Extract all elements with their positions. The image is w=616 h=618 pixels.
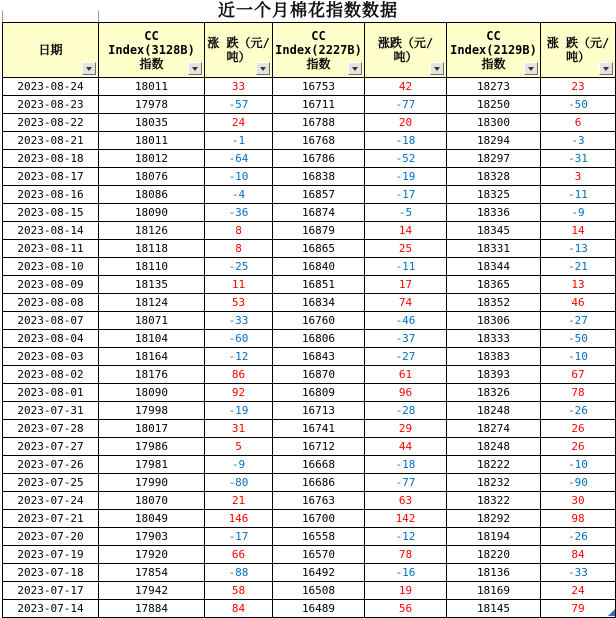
table-row — [3, 456, 616, 474]
cell-change2227b: -28 — [365, 402, 447, 420]
cell-change3128b: -57 — [205, 96, 273, 114]
cell-cc2129b: 18248 — [447, 402, 541, 420]
table-row — [3, 510, 616, 528]
cell-cc2227b: 16700 — [273, 510, 365, 528]
table-row — [3, 366, 616, 384]
cell-change2227b: -52 — [365, 150, 447, 168]
cell-change2227b: 44 — [365, 438, 447, 456]
cell-change3128b: 8 — [205, 240, 273, 258]
cell-cc3128b: 18126 — [99, 222, 205, 240]
cell-date: 2023-08-14 — [3, 222, 99, 240]
filter-dropdown-button-cc3128b[interactable] — [188, 62, 202, 75]
cell-cc2227b: 16870 — [273, 366, 365, 384]
cell-change2227b: -18 — [365, 132, 447, 150]
cell-change2227b: 20 — [365, 114, 447, 132]
chevron-down-icon — [260, 67, 266, 71]
cell-change3128b: 92 — [205, 384, 273, 402]
cell-cc3128b: 18071 — [99, 312, 205, 330]
cell-change3128b: 146 — [205, 510, 273, 528]
cell-cc2227b: 16838 — [273, 168, 365, 186]
cell-date: 2023-07-19 — [3, 546, 99, 564]
column-header-label: 日期 — [38, 43, 63, 57]
cell-cc2129b: 18365 — [447, 276, 541, 294]
column-header-cc3128b — [99, 23, 205, 78]
column-header-cc2129b — [447, 23, 541, 78]
cell-change2129b: 3 — [541, 168, 616, 186]
cell-change3128b: 8 — [205, 222, 273, 240]
cell-date: 2023-07-25 — [3, 474, 99, 492]
cell-cc2227b: 16857 — [273, 186, 365, 204]
cell-change2129b: 23 — [541, 78, 616, 96]
cell-change2227b: -77 — [365, 96, 447, 114]
column-header-label: 涨跌（元/ 吨） — [377, 36, 434, 64]
table-row — [3, 330, 616, 348]
cell-date: 2023-07-14 — [3, 600, 99, 618]
cell-date: 2023-08-08 — [3, 294, 99, 312]
chevron-down-icon — [434, 67, 440, 71]
cell-cc2129b: 18336 — [447, 204, 541, 222]
cell-cc3128b: 18135 — [99, 276, 205, 294]
cell-change2227b: 96 — [365, 384, 447, 402]
cell-cc2227b: 16806 — [273, 330, 365, 348]
cell-change2129b: -10 — [541, 456, 616, 474]
cell-change2129b: 67 — [541, 366, 616, 384]
cell-change2129b: -3 — [541, 132, 616, 150]
cell-date: 2023-07-18 — [3, 564, 99, 582]
cell-date: 2023-08-18 — [3, 150, 99, 168]
cell-cc3128b: 18017 — [99, 420, 205, 438]
cell-change2129b: 24 — [541, 582, 616, 600]
table-row — [3, 348, 616, 366]
cell-change2227b: 17 — [365, 276, 447, 294]
cotton-index-table — [2, 22, 616, 618]
cell-date: 2023-08-21 — [3, 132, 99, 150]
cell-change2129b: -21 — [541, 258, 616, 276]
cell-cc2227b: 16570 — [273, 546, 365, 564]
cell-cc2227b: 16558 — [273, 528, 365, 546]
cell-change2227b: 19 — [365, 582, 447, 600]
cell-date: 2023-08-02 — [3, 366, 99, 384]
cell-cc3128b: 17978 — [99, 96, 205, 114]
table-row — [3, 600, 616, 618]
table-row — [3, 474, 616, 492]
cell-cc3128b: 17920 — [99, 546, 205, 564]
cell-cc2129b: 18220 — [447, 546, 541, 564]
chevron-down-icon — [192, 67, 198, 71]
cell-date: 2023-08-17 — [3, 168, 99, 186]
cell-date: 2023-08-11 — [3, 240, 99, 258]
table-body — [3, 78, 616, 618]
filter-dropdown-button-change2227b[interactable] — [430, 62, 444, 75]
cell-cc2129b: 18297 — [447, 150, 541, 168]
chevron-down-icon — [603, 67, 609, 71]
cell-change2227b: 142 — [365, 510, 447, 528]
cell-change2227b: 42 — [365, 78, 447, 96]
cell-change2227b: 14 — [365, 222, 447, 240]
cell-change2129b: -90 — [541, 474, 616, 492]
cell-change2129b: 78 — [541, 384, 616, 402]
cell-change3128b: -36 — [205, 204, 273, 222]
table-row — [3, 438, 616, 456]
cell-cc2129b: 18352 — [447, 294, 541, 312]
cell-change2227b: 78 — [365, 546, 447, 564]
cell-cc2129b: 18194 — [447, 528, 541, 546]
cell-change3128b: 33 — [205, 78, 273, 96]
cell-change2129b: 98 — [541, 510, 616, 528]
cell-cc2227b: 16809 — [273, 384, 365, 402]
table-row — [3, 150, 616, 168]
cell-change2129b: 13 — [541, 276, 616, 294]
cell-cc3128b: 18070 — [99, 492, 205, 510]
column-header-label: CC Index(3128B) 指数 — [108, 29, 195, 71]
table-row — [3, 294, 616, 312]
cell-change3128b: 58 — [205, 582, 273, 600]
cell-change3128b: 84 — [205, 600, 273, 618]
header-row — [3, 23, 616, 78]
table-row — [3, 384, 616, 402]
filter-dropdown-button-date[interactable] — [82, 62, 96, 75]
cell-change2129b: -13 — [541, 240, 616, 258]
filter-dropdown-button-change2129b[interactable] — [599, 62, 613, 75]
cell-cc2129b: 18331 — [447, 240, 541, 258]
cell-date: 2023-08-15 — [3, 204, 99, 222]
cell-cc3128b: 18049 — [99, 510, 205, 528]
table-row — [3, 132, 616, 150]
cell-change3128b: -64 — [205, 150, 273, 168]
cell-cc3128b: 18011 — [99, 132, 205, 150]
column-header-change3128b — [205, 23, 273, 78]
table-row — [3, 420, 616, 438]
table-row — [3, 582, 616, 600]
cell-cc2227b: 16851 — [273, 276, 365, 294]
cell-cc3128b: 17986 — [99, 438, 205, 456]
cell-date: 2023-08-16 — [3, 186, 99, 204]
cell-cc2129b: 18344 — [447, 258, 541, 276]
cell-change2129b: -26 — [541, 528, 616, 546]
cell-cc2129b: 18273 — [447, 78, 541, 96]
cell-cc2227b: 16686 — [273, 474, 365, 492]
cell-cc2227b: 16741 — [273, 420, 365, 438]
cell-cc3128b: 18124 — [99, 294, 205, 312]
filter-dropdown-button-change3128b[interactable] — [256, 62, 270, 75]
cell-change2227b: -27 — [365, 348, 447, 366]
cell-date: 2023-08-01 — [3, 384, 99, 402]
cell-change2227b: -19 — [365, 168, 447, 186]
column-header-label: CC Index(2129B) 指数 — [450, 29, 537, 71]
cell-change3128b: -25 — [205, 258, 273, 276]
cell-change2227b: 56 — [365, 600, 447, 618]
cell-cc2129b: 18232 — [447, 474, 541, 492]
cell-cc3128b: 18176 — [99, 366, 205, 384]
cell-change3128b: 11 — [205, 276, 273, 294]
cell-cc2227b: 16712 — [273, 438, 365, 456]
cell-cc2227b: 16843 — [273, 348, 365, 366]
cell-cc3128b: 18110 — [99, 258, 205, 276]
cell-change2227b: -12 — [365, 528, 447, 546]
column-header-date — [3, 23, 99, 78]
cell-cc2129b: 18325 — [447, 186, 541, 204]
cell-change2227b: 63 — [365, 492, 447, 510]
cell-cc3128b: 18086 — [99, 186, 205, 204]
cell-cc2227b: 16489 — [273, 600, 365, 618]
cell-date: 2023-08-24 — [3, 78, 99, 96]
cell-cc2129b: 18326 — [447, 384, 541, 402]
cell-change3128b: -33 — [205, 312, 273, 330]
table-row — [3, 528, 616, 546]
table-row — [3, 114, 616, 132]
cell-change2227b: 61 — [365, 366, 447, 384]
cell-change2129b: -31 — [541, 150, 616, 168]
cell-change2129b: 79 — [541, 600, 616, 618]
cell-cc3128b: 18104 — [99, 330, 205, 348]
cell-cc2129b: 18345 — [447, 222, 541, 240]
chevron-down-icon — [86, 67, 92, 71]
cell-cc2227b: 16760 — [273, 312, 365, 330]
cell-change3128b: -17 — [205, 528, 273, 546]
cell-date: 2023-08-07 — [3, 312, 99, 330]
cell-cc2227b: 16768 — [273, 132, 365, 150]
cell-cc3128b: 18118 — [99, 240, 205, 258]
range-corner-marker — [608, 609, 615, 616]
table-row — [3, 276, 616, 294]
cell-change2227b: -77 — [365, 474, 447, 492]
cell-change2129b: -9 — [541, 204, 616, 222]
cell-cc2129b: 18300 — [447, 114, 541, 132]
cell-change2227b: 25 — [365, 240, 447, 258]
cell-cc3128b: 17884 — [99, 600, 205, 618]
cell-cc2129b: 18322 — [447, 492, 541, 510]
cell-date: 2023-07-20 — [3, 528, 99, 546]
title-bar — [0, 0, 616, 22]
cell-cc2129b: 18274 — [447, 420, 541, 438]
cell-date: 2023-08-10 — [3, 258, 99, 276]
cell-cc2129b: 18222 — [447, 456, 541, 474]
column-header-change2227b — [365, 23, 447, 78]
table-row — [3, 78, 616, 96]
cell-change2227b: -16 — [365, 564, 447, 582]
cell-cc2227b: 16786 — [273, 150, 365, 168]
cell-cc2227b: 16874 — [273, 204, 365, 222]
cell-date: 2023-08-22 — [3, 114, 99, 132]
cell-change2129b: -33 — [541, 564, 616, 582]
cell-cc2129b: 18393 — [447, 366, 541, 384]
cell-change3128b: 21 — [205, 492, 273, 510]
column-header-cc2227b — [273, 23, 365, 78]
cell-cc3128b: 18164 — [99, 348, 205, 366]
cell-change2227b: 74 — [365, 294, 447, 312]
cell-cc3128b: 17854 — [99, 564, 205, 582]
cell-change3128b: 86 — [205, 366, 273, 384]
table-row — [3, 312, 616, 330]
cell-date: 2023-07-27 — [3, 438, 99, 456]
cell-change2227b: -37 — [365, 330, 447, 348]
cell-change3128b: -88 — [205, 564, 273, 582]
cell-change3128b: -80 — [205, 474, 273, 492]
table-row — [3, 492, 616, 510]
cell-cc2129b: 18383 — [447, 348, 541, 366]
cell-change3128b: -60 — [205, 330, 273, 348]
cell-cc2129b: 18328 — [447, 168, 541, 186]
cell-cc3128b: 18011 — [99, 78, 205, 96]
page-title: 近一个月棉花指数数据 — [218, 1, 398, 21]
cell-cc3128b: 18076 — [99, 168, 205, 186]
column-header-label: CC Index(2227B) 指数 — [275, 29, 362, 71]
table-row — [3, 564, 616, 582]
cell-change3128b: -19 — [205, 402, 273, 420]
cell-date: 2023-08-23 — [3, 96, 99, 114]
cell-change2227b: -46 — [365, 312, 447, 330]
cell-cc2129b: 18250 — [447, 96, 541, 114]
cell-cc2129b: 18294 — [447, 132, 541, 150]
filter-dropdown-button-cc2227b[interactable] — [348, 62, 362, 75]
cell-date: 2023-07-28 — [3, 420, 99, 438]
cell-cc3128b: 17981 — [99, 456, 205, 474]
cell-change2129b: -27 — [541, 312, 616, 330]
cell-change2129b: 84 — [541, 546, 616, 564]
gridline-stub — [98, 11, 99, 22]
cell-change3128b: -12 — [205, 348, 273, 366]
cell-cc3128b: 17903 — [99, 528, 205, 546]
table-row — [3, 222, 616, 240]
cell-date: 2023-07-17 — [3, 582, 99, 600]
cell-change2227b: -11 — [365, 258, 447, 276]
cell-change2129b: 26 — [541, 420, 616, 438]
table-row — [3, 546, 616, 564]
chevron-down-icon — [528, 67, 534, 71]
cell-change2129b: 30 — [541, 492, 616, 510]
cell-cc2227b: 16879 — [273, 222, 365, 240]
cell-cc2129b: 18292 — [447, 510, 541, 528]
cell-change2227b: -17 — [365, 186, 447, 204]
cell-change2129b: -10 — [541, 348, 616, 366]
table-header — [3, 23, 616, 78]
cell-change2129b: 46 — [541, 294, 616, 312]
cell-change2227b: -5 — [365, 204, 447, 222]
cell-change2129b: -26 — [541, 402, 616, 420]
table-row — [3, 186, 616, 204]
column-header-label: 涨 跌（元/ 吨） — [546, 36, 610, 64]
cell-change2129b: 26 — [541, 438, 616, 456]
cell-cc2227b: 16713 — [273, 402, 365, 420]
cell-cc3128b: 18090 — [99, 204, 205, 222]
cell-change2129b: -50 — [541, 330, 616, 348]
cell-date: 2023-08-09 — [3, 276, 99, 294]
cell-change3128b: -9 — [205, 456, 273, 474]
cell-cc2129b: 18248 — [447, 438, 541, 456]
cell-date: 2023-08-03 — [3, 348, 99, 366]
cell-change3128b: -10 — [205, 168, 273, 186]
cell-change2129b: -11 — [541, 186, 616, 204]
cell-cc3128b: 18035 — [99, 114, 205, 132]
cell-cc3128b: 17942 — [99, 582, 205, 600]
cell-cc2227b: 16668 — [273, 456, 365, 474]
cell-change3128b: 5 — [205, 438, 273, 456]
cell-cc2227b: 16711 — [273, 96, 365, 114]
cell-change2227b: 29 — [365, 420, 447, 438]
cell-change3128b: 24 — [205, 114, 273, 132]
cell-cc2129b: 18333 — [447, 330, 541, 348]
cell-cc3128b: 17990 — [99, 474, 205, 492]
column-header-label: 涨 跌（元/ 吨） — [207, 36, 270, 64]
gridline-stub — [2, 11, 3, 22]
cell-cc2129b: 18169 — [447, 582, 541, 600]
cell-date: 2023-07-21 — [3, 510, 99, 528]
table-row — [3, 258, 616, 276]
cell-cc3128b: 17998 — [99, 402, 205, 420]
cell-date: 2023-08-04 — [3, 330, 99, 348]
cell-change2227b: -18 — [365, 456, 447, 474]
cell-cc3128b: 18012 — [99, 150, 205, 168]
cell-change3128b: 31 — [205, 420, 273, 438]
cell-date: 2023-07-24 — [3, 492, 99, 510]
chevron-down-icon — [352, 67, 358, 71]
cell-date: 2023-07-31 — [3, 402, 99, 420]
column-header-change2129b — [541, 23, 616, 78]
cell-cc3128b: 18090 — [99, 384, 205, 402]
cell-cc2227b: 16834 — [273, 294, 365, 312]
cell-date: 2023-07-26 — [3, 456, 99, 474]
filter-dropdown-button-cc2129b[interactable] — [524, 62, 538, 75]
cell-cc2227b: 16763 — [273, 492, 365, 510]
cell-cc2129b: 18145 — [447, 600, 541, 618]
table-row — [3, 96, 616, 114]
cell-change2129b: 6 — [541, 114, 616, 132]
table-row — [3, 240, 616, 258]
cell-cc2227b: 16865 — [273, 240, 365, 258]
table-row — [3, 168, 616, 186]
cell-cc2227b: 16753 — [273, 78, 365, 96]
cell-cc2227b: 16788 — [273, 114, 365, 132]
table-row — [3, 204, 616, 222]
cell-cc2227b: 16492 — [273, 564, 365, 582]
cell-cc2129b: 18306 — [447, 312, 541, 330]
cell-cc2129b: 18136 — [447, 564, 541, 582]
table-row — [3, 402, 616, 420]
cell-change3128b: -4 — [205, 186, 273, 204]
cell-change3128b: -1 — [205, 132, 273, 150]
cell-cc2227b: 16840 — [273, 258, 365, 276]
cell-change2129b: -50 — [541, 96, 616, 114]
cell-cc2227b: 16508 — [273, 582, 365, 600]
cell-change3128b: 53 — [205, 294, 273, 312]
cell-change3128b: 66 — [205, 546, 273, 564]
cell-change2129b: 14 — [541, 222, 616, 240]
